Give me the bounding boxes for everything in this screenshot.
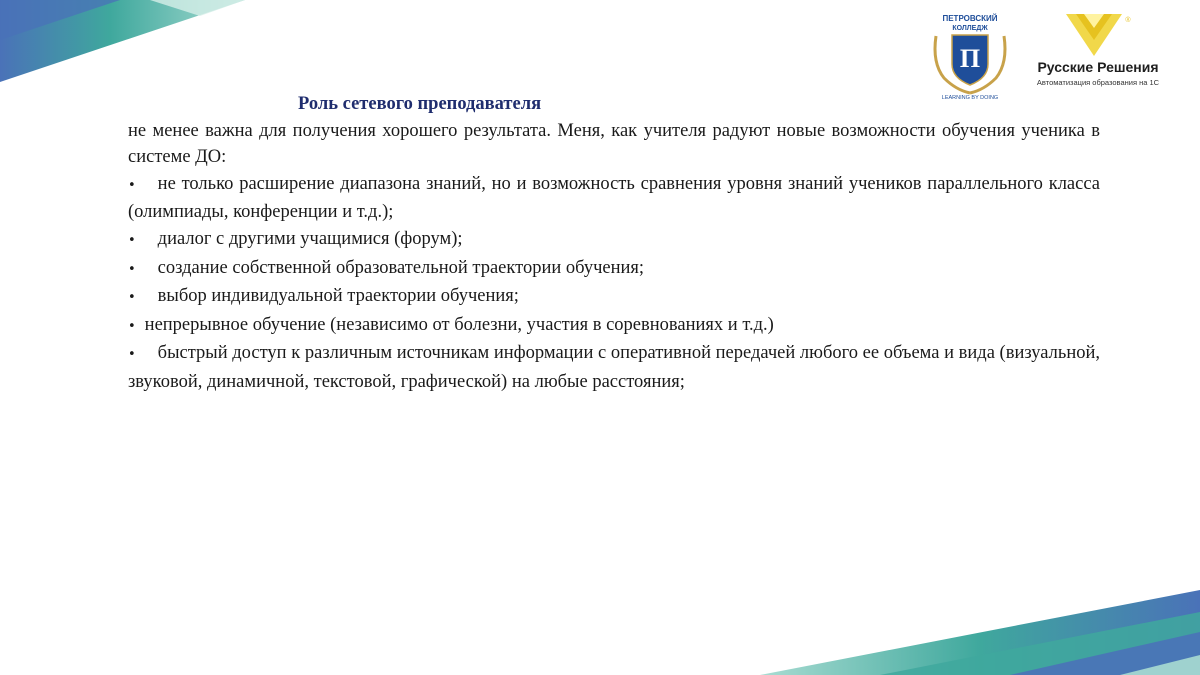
partner-tagline: Автоматизация образования на 1С	[1036, 78, 1160, 87]
bullet-icon: •	[128, 177, 136, 193]
college-monogram: П	[959, 44, 981, 73]
list-item-text: создание собственной образовательной траектории обучения;	[157, 257, 645, 278]
registered-mark: ®	[1125, 17, 1131, 24]
list-item	[128, 312, 1100, 341]
list-item-text: выбор индивидуальной траектории обучения;	[157, 286, 519, 307]
bullet-icon: •	[128, 232, 136, 248]
russian-solutions-mark-icon	[1062, 14, 1132, 58]
partner-logo	[1022, 8, 1172, 100]
bullet-icon: •	[128, 290, 136, 306]
logo-group	[926, 8, 1172, 100]
partner-name: Русские Решения	[1037, 59, 1159, 75]
college-crest-icon	[926, 8, 1014, 100]
college-top-text: ПЕТРОВСКИЙ	[942, 14, 998, 23]
bottom-right-band	[760, 590, 1200, 675]
college-motto: LEARNING BY DOING	[941, 95, 999, 100]
list-item-text: быстрый доступ к различным источникам информации с оперативной передачей любого ее объема и вида (визуальной, звуковой, динамичной, текстовой, графической) на любые расстояния;	[128, 343, 1100, 392]
list-item	[128, 171, 1100, 226]
intro-paragraph: не менее важна для получения хорошего результата. Меня, как учителя радуют новые возможности обучения ученика в системе ДО:	[128, 120, 1100, 168]
bullet-icon: •	[128, 318, 136, 334]
bullet-icon: •	[128, 347, 136, 363]
list-item	[128, 283, 1100, 312]
college-mid-text: КОЛЛЕДЖ	[952, 25, 988, 32]
top-left-band	[0, 0, 245, 82]
slide-title: Роль сетевого преподавателя	[298, 94, 542, 114]
list-item	[128, 255, 1100, 284]
list-item-text: не только расширение диапазона знаний, но и возможность сравнения уровня знаний учеников параллельного класса (олимпиады, конференции и т.д.);	[128, 173, 1100, 223]
list-item-text: непрерывное обучение (независимо от болезни, участия в соревнованиях и т.д.)	[144, 314, 774, 335]
list-item	[128, 340, 1100, 395]
slide-content	[128, 91, 1100, 396]
list-item-text: диалог с другими учащимися (форум);	[157, 228, 463, 249]
bullet-icon: •	[128, 261, 136, 277]
list-item	[128, 226, 1100, 255]
